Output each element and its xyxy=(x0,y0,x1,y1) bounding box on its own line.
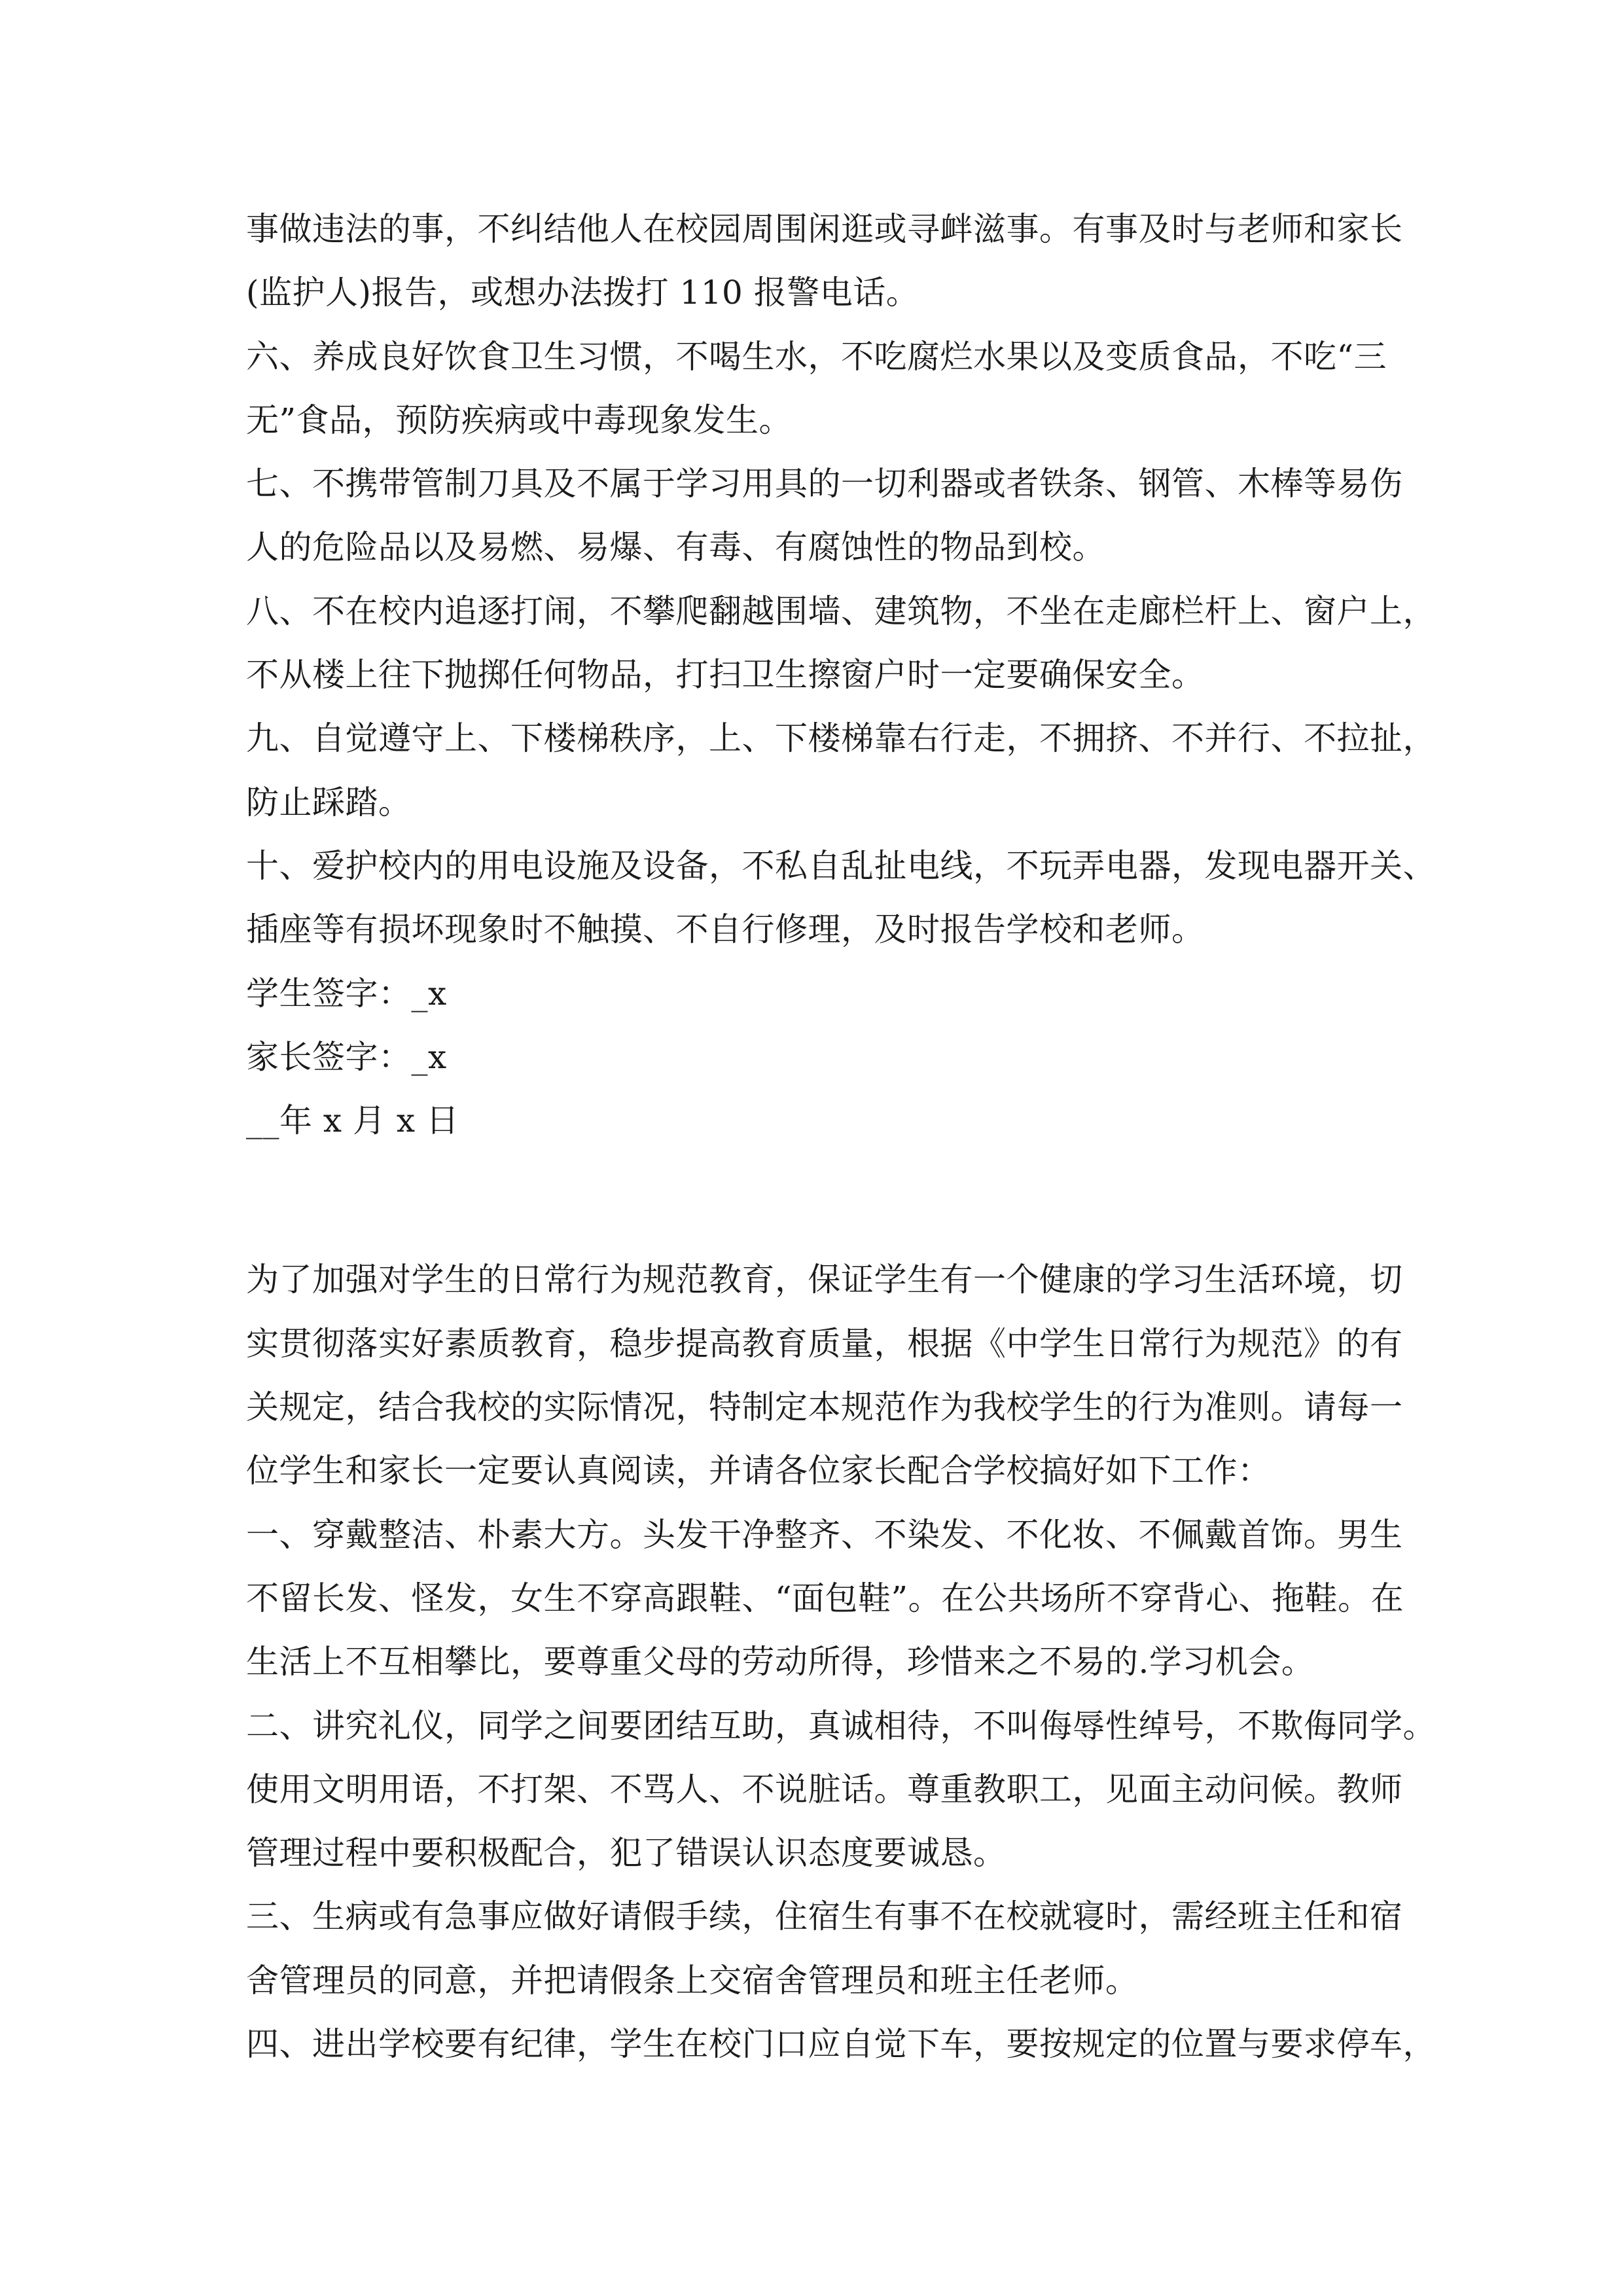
text-line: 防止踩踏。 xyxy=(246,783,412,821)
text-line: 不留长发、怪发，女生不穿高跟鞋、“面包鞋”。在公共场所不穿背心、拖鞋。在 xyxy=(246,1579,1404,1617)
text-line: 六、养成良好饮食卫生习惯，不喝生水，不吃腐烂水果以及变质食品，不吃“三 xyxy=(246,337,1387,376)
section-gap xyxy=(246,1153,1378,1248)
text-line: 生活上不互相攀比，要尊重父母的劳动所得，珍惜来之不易的.学习机会。 xyxy=(246,1643,1315,1681)
text-line: 十、爱护校内的用电设施及设备，不私自乱扯电线，不玩弄电器，发现电器开关、 xyxy=(246,846,1436,885)
text-line: 实贯彻落实好素质教育，稳步提高教育质量，根据《中学生日常行为规范》的有 xyxy=(246,1324,1403,1363)
section-rules-continued xyxy=(246,198,1436,1153)
text-line: 无”食品，预防疾病或中毒现象发生。 xyxy=(246,401,793,439)
text-line: 二、讲究礼仪，同学之间要团结互助，真诚相待，不叫侮辱性绰号，不欺侮同学。 xyxy=(246,1706,1436,1745)
text-line: 四、进出学校要有纪律，学生在校门口应自觉下车，要按规定的位置与要求停车， xyxy=(246,2025,1436,2064)
text-line: 人的危险品以及易燃、易爆、有毒、有腐蚀性的物品到校。 xyxy=(246,528,1105,567)
text-line: 不从楼上往下抛掷任何物品，打扫卫生擦窗户时一定要确保安全。 xyxy=(246,656,1205,694)
text-line: 为了加强对学生的日常行为规范教育，保证学生有一个健康的学习生活环境，切 xyxy=(246,1261,1403,1299)
text-line: 舍管理员的同意，并把请假条上交宿舍管理员和班主任老师。 xyxy=(246,1961,1139,2000)
text-line: 事做违法的事，不纠结他人在校园周围闲逛或寻衅滋事。有事及时与老师和家长 xyxy=(246,210,1403,248)
text-line: 位学生和家长一定要认真阅读，并请各位家长配合学校搞好如下工作： xyxy=(246,1452,1271,1490)
section-behavior-norms xyxy=(246,1248,1436,2076)
text-line: 一、穿戴整洁、朴素大方。头发干净整齐、不染发、不化妆、不佩戴首饰。男生 xyxy=(246,1515,1403,1554)
text-line: 插座等有损坏现象时不触摸、不自行修理，及时报告学校和老师。 xyxy=(246,910,1205,949)
document-body xyxy=(246,198,1436,2076)
text-line: 关规定，结合我校的实际情况，特制定本规范作为我校学生的行为准则。请每一 xyxy=(246,1388,1403,1427)
parent-signature: 家长签字：_x xyxy=(246,1037,447,1076)
text-line: 三、生病或有急事应做好请假手续，住宿生有事不在校就寝时，需经班主任和宿 xyxy=(246,1897,1403,1936)
signature-date: __年 x 月 x 日 xyxy=(246,1102,459,1140)
text-line: 九、自觉遵守上、下楼梯秩序，上、下楼梯靠右行走，不拥挤、不并行、不拉扯， xyxy=(246,719,1436,758)
text-line: 管理过程中要积极配合，犯了错误认识态度要诚恳。 xyxy=(246,1834,1007,1873)
text-line: (监护人)报告，或想办法拨打 110 报警电话。 xyxy=(246,274,919,312)
text-line: 七、不携带管制刀具及不属于学习用具的一切利器或者铁条、钢管、木棒等易伤 xyxy=(246,465,1403,503)
student-signature: 学生签字：_x xyxy=(246,974,447,1013)
text-line: 使用文明用语，不打架、不骂人、不说脏话。尊重教职工，见面主动问候。教师 xyxy=(246,1770,1403,1808)
text-line: 八、不在校内追逐打闹，不攀爬翻越围墙、建筑物，不坐在走廊栏杆上、窗户上， xyxy=(246,592,1436,630)
